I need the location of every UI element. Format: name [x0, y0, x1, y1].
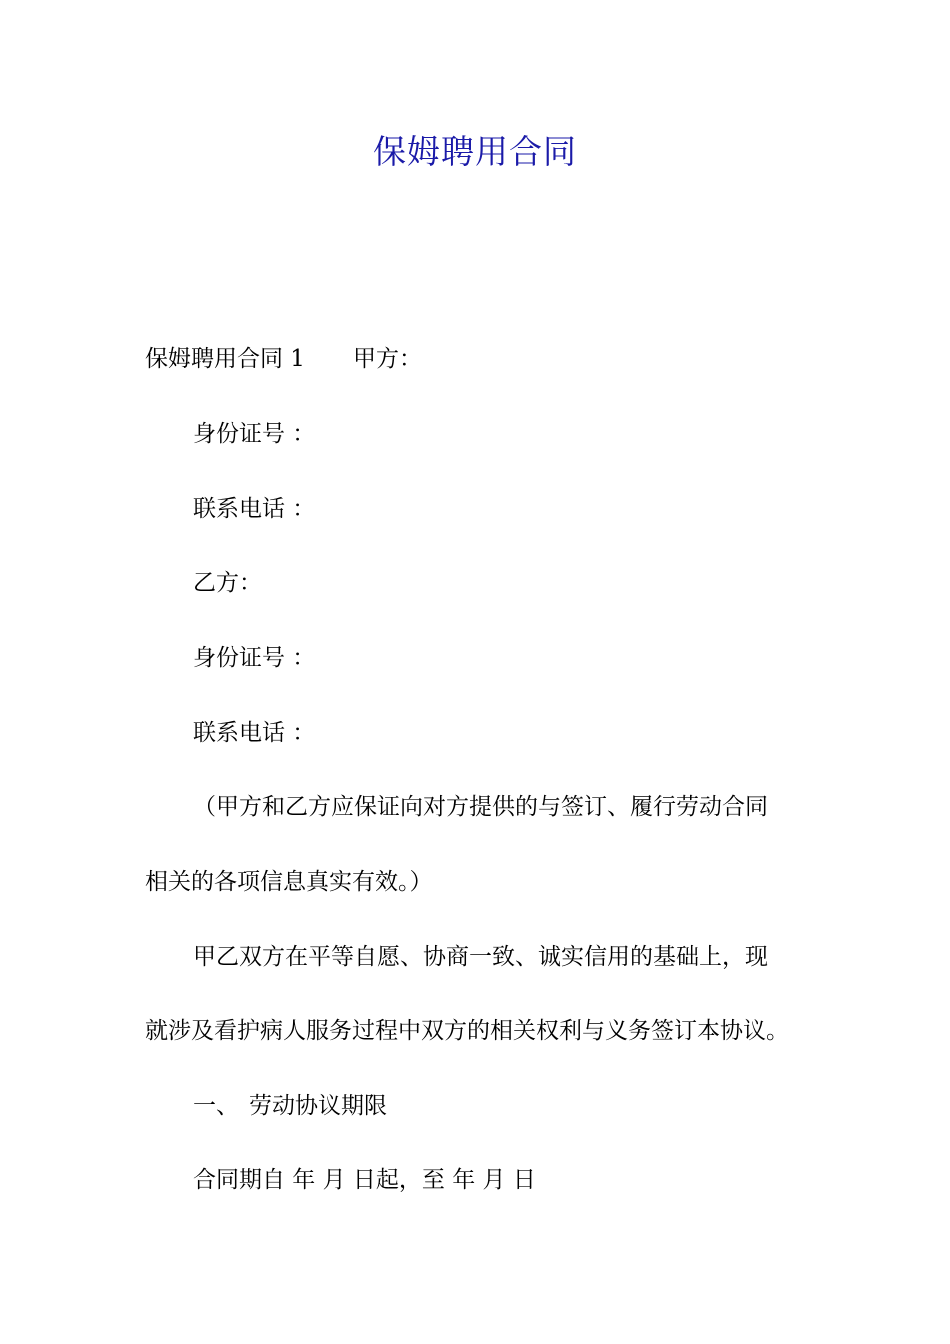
intro-line-1: 甲乙双方在平等自愿、协商一致、诚实信用的基础上，现 [193, 944, 768, 970]
party-b-label: 乙方： [193, 570, 262, 596]
section-1-number: 一、 [193, 1093, 239, 1119]
intro-line-2: 就涉及看护病人服务过程中双方的相关权利与义务签订本协议。 [145, 1018, 789, 1044]
party-a-id-number: 身份证号 ： [193, 421, 316, 447]
party-a-phone: 联系电话 ： [193, 496, 316, 522]
note-line-1: （甲方和乙方应保证向对方提供的与签订、履行劳动合同 [193, 794, 768, 820]
note-line-2: 相关的各项信息真实有效。） [145, 869, 433, 895]
contract-term-line: 合同期自 年 月 日起，至 年 月 日 [193, 1167, 536, 1193]
party-b-phone: 联系电话 ： [193, 720, 316, 746]
party-b-id-number: 身份证号 ： [193, 645, 316, 671]
heading-line [145, 342, 815, 376]
section-1-heading [193, 1089, 863, 1123]
party-a-label: 甲方： [352, 346, 422, 372]
section-1-title: 劳动协议期限 [249, 1093, 387, 1119]
document-title: 保姆聘用合同 [373, 132, 577, 171]
contract-label: 保姆聘用合同 1 [145, 346, 305, 372]
